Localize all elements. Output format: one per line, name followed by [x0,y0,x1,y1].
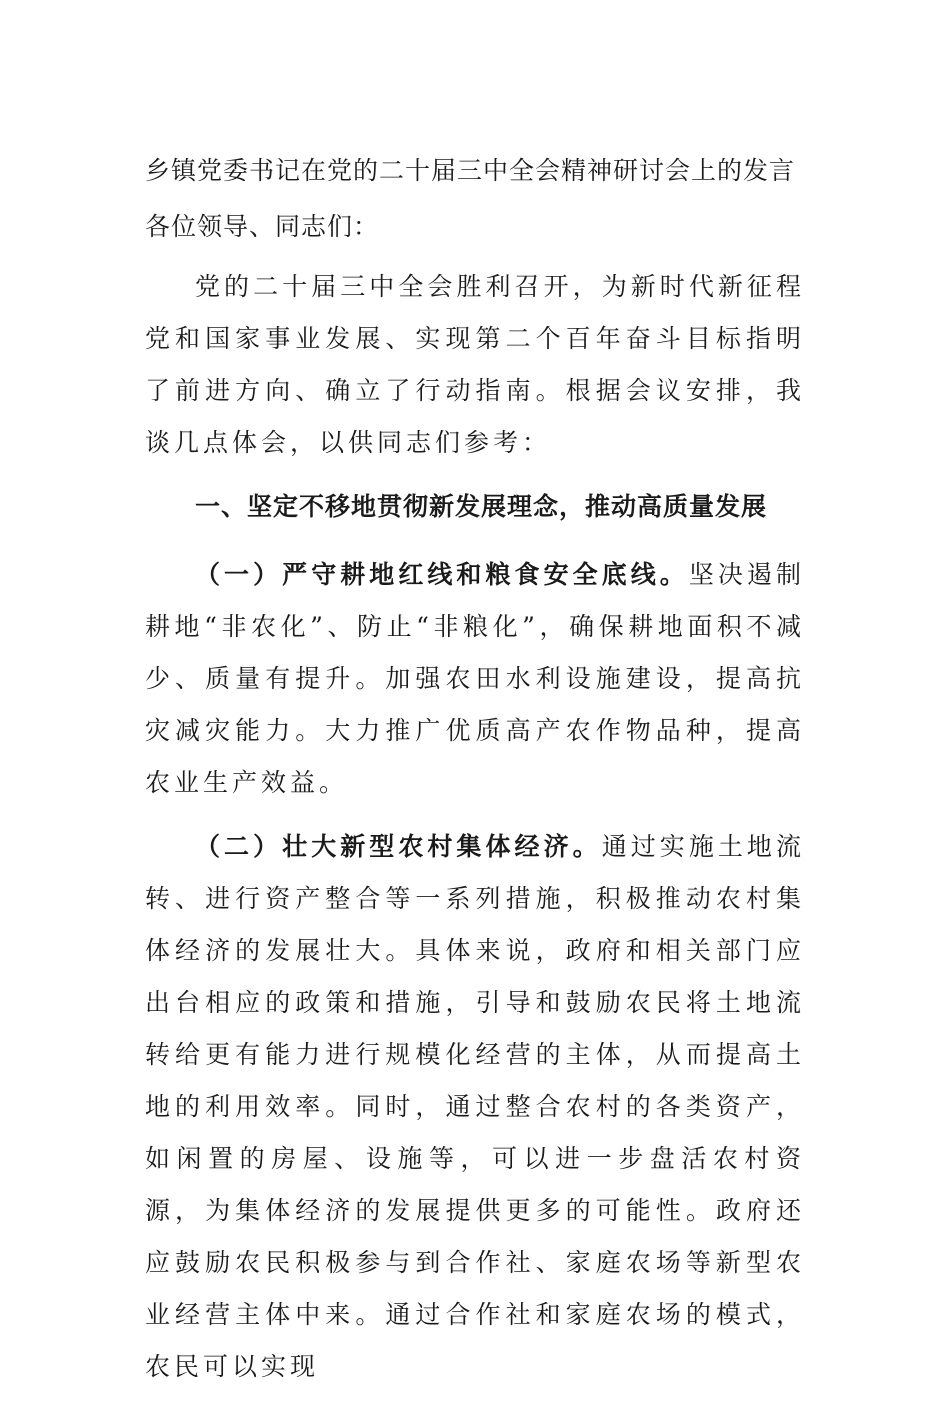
intro-paragraph: 党的二十届三中全会胜利召开，为新时代新征程党和国家事业发展、实现第二个百年奋斗目标指明了前进方向、确立了行动指南。根据会议安排，我谈几点体会，以供同志们参考： [145,272,805,457]
item-2-body: 通过实施土地流转、进行资产整合等一系列措施，积极推动农村集体经济的发展壮大。具体来说，政府和相关部门应出台相应的政策和措施，引导和鼓励农民将土地流转给更有能力进行规模化经营的主体，从而提高土地的利用效率。同时，通过整合农村的各类资产，如闲置的房屋、设施等，可以进一步盘活农村资源，为集体经济的发展提供更多的可能性。政府还应鼓励农民积极参与到合作社、家庭农场等新型农业经营主体中来。通过合作社和家庭农场的模式，农民可以实现 [145,832,805,1381]
item-2-lead: （二）壮大新型农村集体经济。 [195,832,602,861]
paragraph-item-2 [145,821,805,1393]
salutation: 各位领导、同志们： [145,212,380,241]
document-page [145,145,805,1405]
item-1-body: 坚决遏制耕地“非农化”、防止“非粮化”，确保耕地面积不减少、质量有提升。加强农田水利设施建设，提高抗灾减灾能力。大力推广优质高产农作物品种，提高农业生产效益。 [145,560,805,797]
section-heading-1: 一、坚定不移地贯彻新发展理念，推动高质量发展 [195,492,768,521]
paragraph-item-1 [145,549,805,809]
document-title: 乡镇党委书记在党的二十届三中全会精神研讨会上的发言 [145,156,796,185]
item-1-lead: （一）严守耕地红线和粮食安全底线。 [195,560,689,589]
